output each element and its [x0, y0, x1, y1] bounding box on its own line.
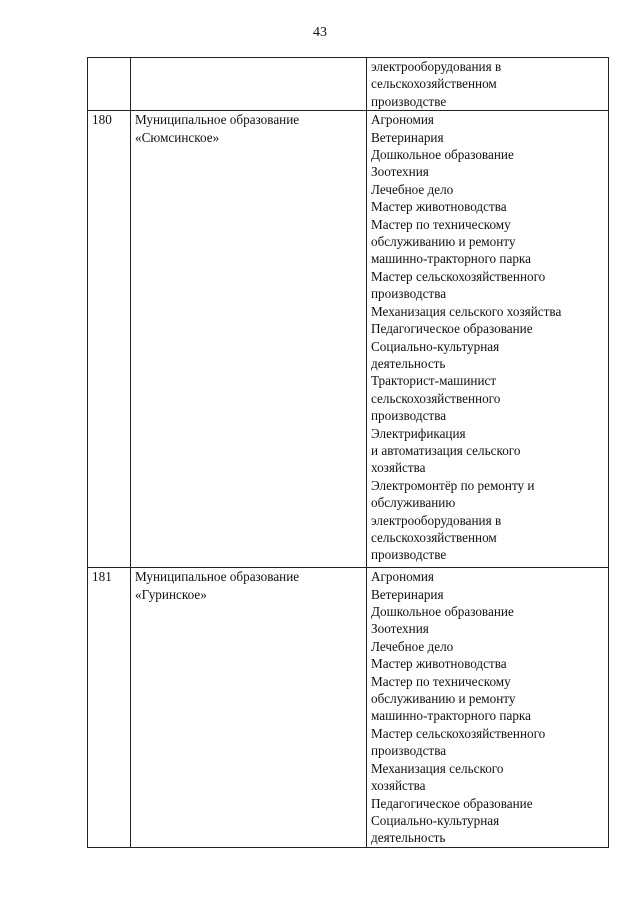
- text-line: машинно-тракторного парка: [371, 251, 531, 267]
- text-line: Электрификация: [371, 425, 466, 441]
- specialties-list: [371, 568, 608, 847]
- row-number: 181: [92, 569, 112, 585]
- municipality-name: [135, 111, 366, 146]
- specialties-cell: [367, 568, 609, 848]
- municipality-specialties-table: [87, 57, 609, 848]
- text-line: Мастер сельскохозяйственного: [371, 268, 546, 284]
- text-line: Зоотехния: [371, 621, 429, 637]
- text-line: Мастер по техническому: [371, 673, 511, 689]
- text-line: Мастер сельскохозяйственного: [371, 725, 546, 741]
- text-line: сельскохозяйственного: [371, 390, 501, 406]
- text-line: производстве: [371, 547, 447, 563]
- text-line: Ветеринария: [371, 129, 444, 145]
- text-line: Мастер по техническому: [371, 216, 511, 232]
- text-line: Агрономия: [371, 112, 434, 128]
- table-row: [88, 568, 609, 848]
- municipality-name: [135, 568, 366, 603]
- municipality-name-cell: [131, 568, 367, 848]
- text-line: Тракторист-машинист: [371, 373, 497, 389]
- text-line: Муниципальное образование: [135, 112, 300, 128]
- text-line: Мастер животноводства: [371, 199, 507, 215]
- text-line: «Гуринское»: [135, 586, 207, 602]
- text-line: Механизация сельского хозяйства: [371, 303, 562, 319]
- text-line: Лечебное дело: [371, 181, 454, 197]
- text-line: Механизация сельского: [371, 760, 504, 776]
- text-line: сельскохозяйственном: [371, 76, 497, 92]
- text-line: производстве: [371, 93, 447, 109]
- text-line: Электромонтёр по ремонту и: [371, 477, 535, 493]
- text-line: Мастер животноводства: [371, 656, 507, 672]
- text-line: электрооборудования в: [371, 512, 502, 528]
- specialties-cell: [367, 58, 609, 111]
- text-line: Педагогическое образование: [371, 321, 533, 337]
- text-line: и автоматизация сельского: [371, 442, 521, 458]
- text-line: Лечебное дело: [371, 638, 454, 654]
- text-line: производства: [371, 286, 447, 302]
- text-line: хозяйства: [371, 778, 426, 794]
- text-line: сельскохозяйственном: [371, 529, 497, 545]
- text-line: хозяйства: [371, 460, 426, 476]
- row-number-cell: [88, 58, 131, 111]
- text-line: Зоотехния: [371, 164, 429, 180]
- text-line: Ветеринария: [371, 586, 444, 602]
- text-line: Муниципальное образование: [135, 569, 300, 585]
- text-line: обслуживанию: [371, 495, 456, 511]
- text-line: деятельность: [371, 355, 446, 371]
- text-line: Дошкольное образование: [371, 604, 514, 620]
- row-number: 180: [92, 112, 112, 128]
- text-line: «Сюмсинское»: [135, 129, 220, 145]
- text-line: Дошкольное образование: [371, 147, 514, 163]
- table-row: [88, 111, 609, 568]
- municipality-name-cell: [131, 58, 367, 111]
- specialties-cell: [367, 111, 609, 568]
- text-line: электрооборудования в: [371, 59, 502, 74]
- specialties-list: [371, 58, 608, 110]
- text-line: Педагогическое образование: [371, 795, 533, 811]
- row-number-cell: [88, 111, 131, 568]
- table-row: [88, 58, 609, 111]
- text-line: обслуживанию и ремонту: [371, 234, 516, 250]
- municipality-name-cell: [131, 111, 367, 568]
- text-line: производства: [371, 743, 447, 759]
- row-number-cell: [88, 568, 131, 848]
- page-number: 43: [313, 25, 327, 40]
- specialties-list: [371, 111, 608, 564]
- text-line: Социально-культурная: [371, 338, 500, 354]
- text-line: деятельность: [371, 830, 446, 846]
- text-line: обслуживанию и ремонту: [371, 691, 516, 707]
- text-line: производства: [371, 408, 447, 424]
- text-line: Агрономия: [371, 569, 434, 585]
- text-line: машинно-тракторного парка: [371, 708, 531, 724]
- text-line: Социально-культурная: [371, 812, 500, 828]
